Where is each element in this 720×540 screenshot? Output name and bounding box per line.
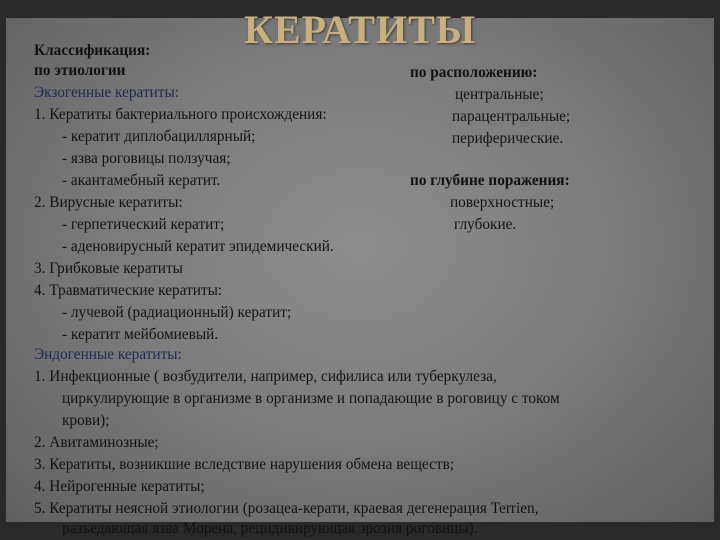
exo-item-2a: - герпетический кератит; xyxy=(62,216,225,233)
location-item-central: центральные; xyxy=(455,86,544,103)
endo-item-5-line2: разъедающая язва Морена, рецидивирующая эрозия роговицы). xyxy=(62,520,478,537)
endo-item-5-line1: 5. Кератиты неясной этиологии (розацеа-керати, краевая дегенерация Terrien, xyxy=(34,500,539,517)
exo-item-2: 2. Вирусные кератиты: xyxy=(34,194,183,211)
exo-item-1b: - язва роговицы ползучая; xyxy=(62,150,231,167)
location-item-peripheral: периферические. xyxy=(452,130,564,147)
exo-item-1c: - акантамебный кератит. xyxy=(62,172,221,189)
by-location-label: по расположению: xyxy=(410,64,538,81)
slide-title: КЕРАТИТЫ xyxy=(243,7,477,52)
exogenous-header: Экзогенные кератиты: xyxy=(34,84,180,101)
endo-item-1-line3: крови); xyxy=(62,412,110,429)
exo-item-4: 4. Травматические кератиты: xyxy=(34,282,223,299)
exo-item-1: 1. Кератиты бактериального происхождения: xyxy=(34,106,327,123)
depth-item-superficial: поверхностные; xyxy=(450,194,555,211)
endo-item-2: 2. Авитаминозные; xyxy=(34,434,159,451)
location-item-paracentral: парацентральные; xyxy=(452,108,571,125)
endo-item-3: 3. Кератиты, возникшие вследствие нарушения обмена веществ; xyxy=(34,456,455,473)
exo-item-4b: - кератит мейбомиевый. xyxy=(62,326,219,343)
depth-item-deep: глубокие. xyxy=(454,216,517,233)
exo-item-1a: - кератит диплобациллярный; xyxy=(62,128,256,145)
by-etiology-label: по этиологии xyxy=(34,62,126,79)
endogenous-header: Эндогенные кератиты: xyxy=(34,346,182,363)
endo-item-1-line2: циркулирующие в организме в организме и попадающие в роговицу с током xyxy=(62,390,560,407)
by-depth-label: по глубине поражения: xyxy=(410,172,570,189)
classification-label: Классификация: xyxy=(34,42,151,59)
exo-item-4a: - лучевой (радиационный) кератит; xyxy=(62,304,292,321)
endo-item-4: 4. Нейрогенные кератиты; xyxy=(34,478,205,495)
exo-item-3: 3. Грибковые кератиты xyxy=(34,260,183,277)
exo-item-2b: - аденовирусный кератит эпидемический. xyxy=(62,238,334,255)
endo-item-1-line1: 1. Инфекционные ( возбудители, например, сифилиса или туберкулеза, xyxy=(34,368,497,385)
